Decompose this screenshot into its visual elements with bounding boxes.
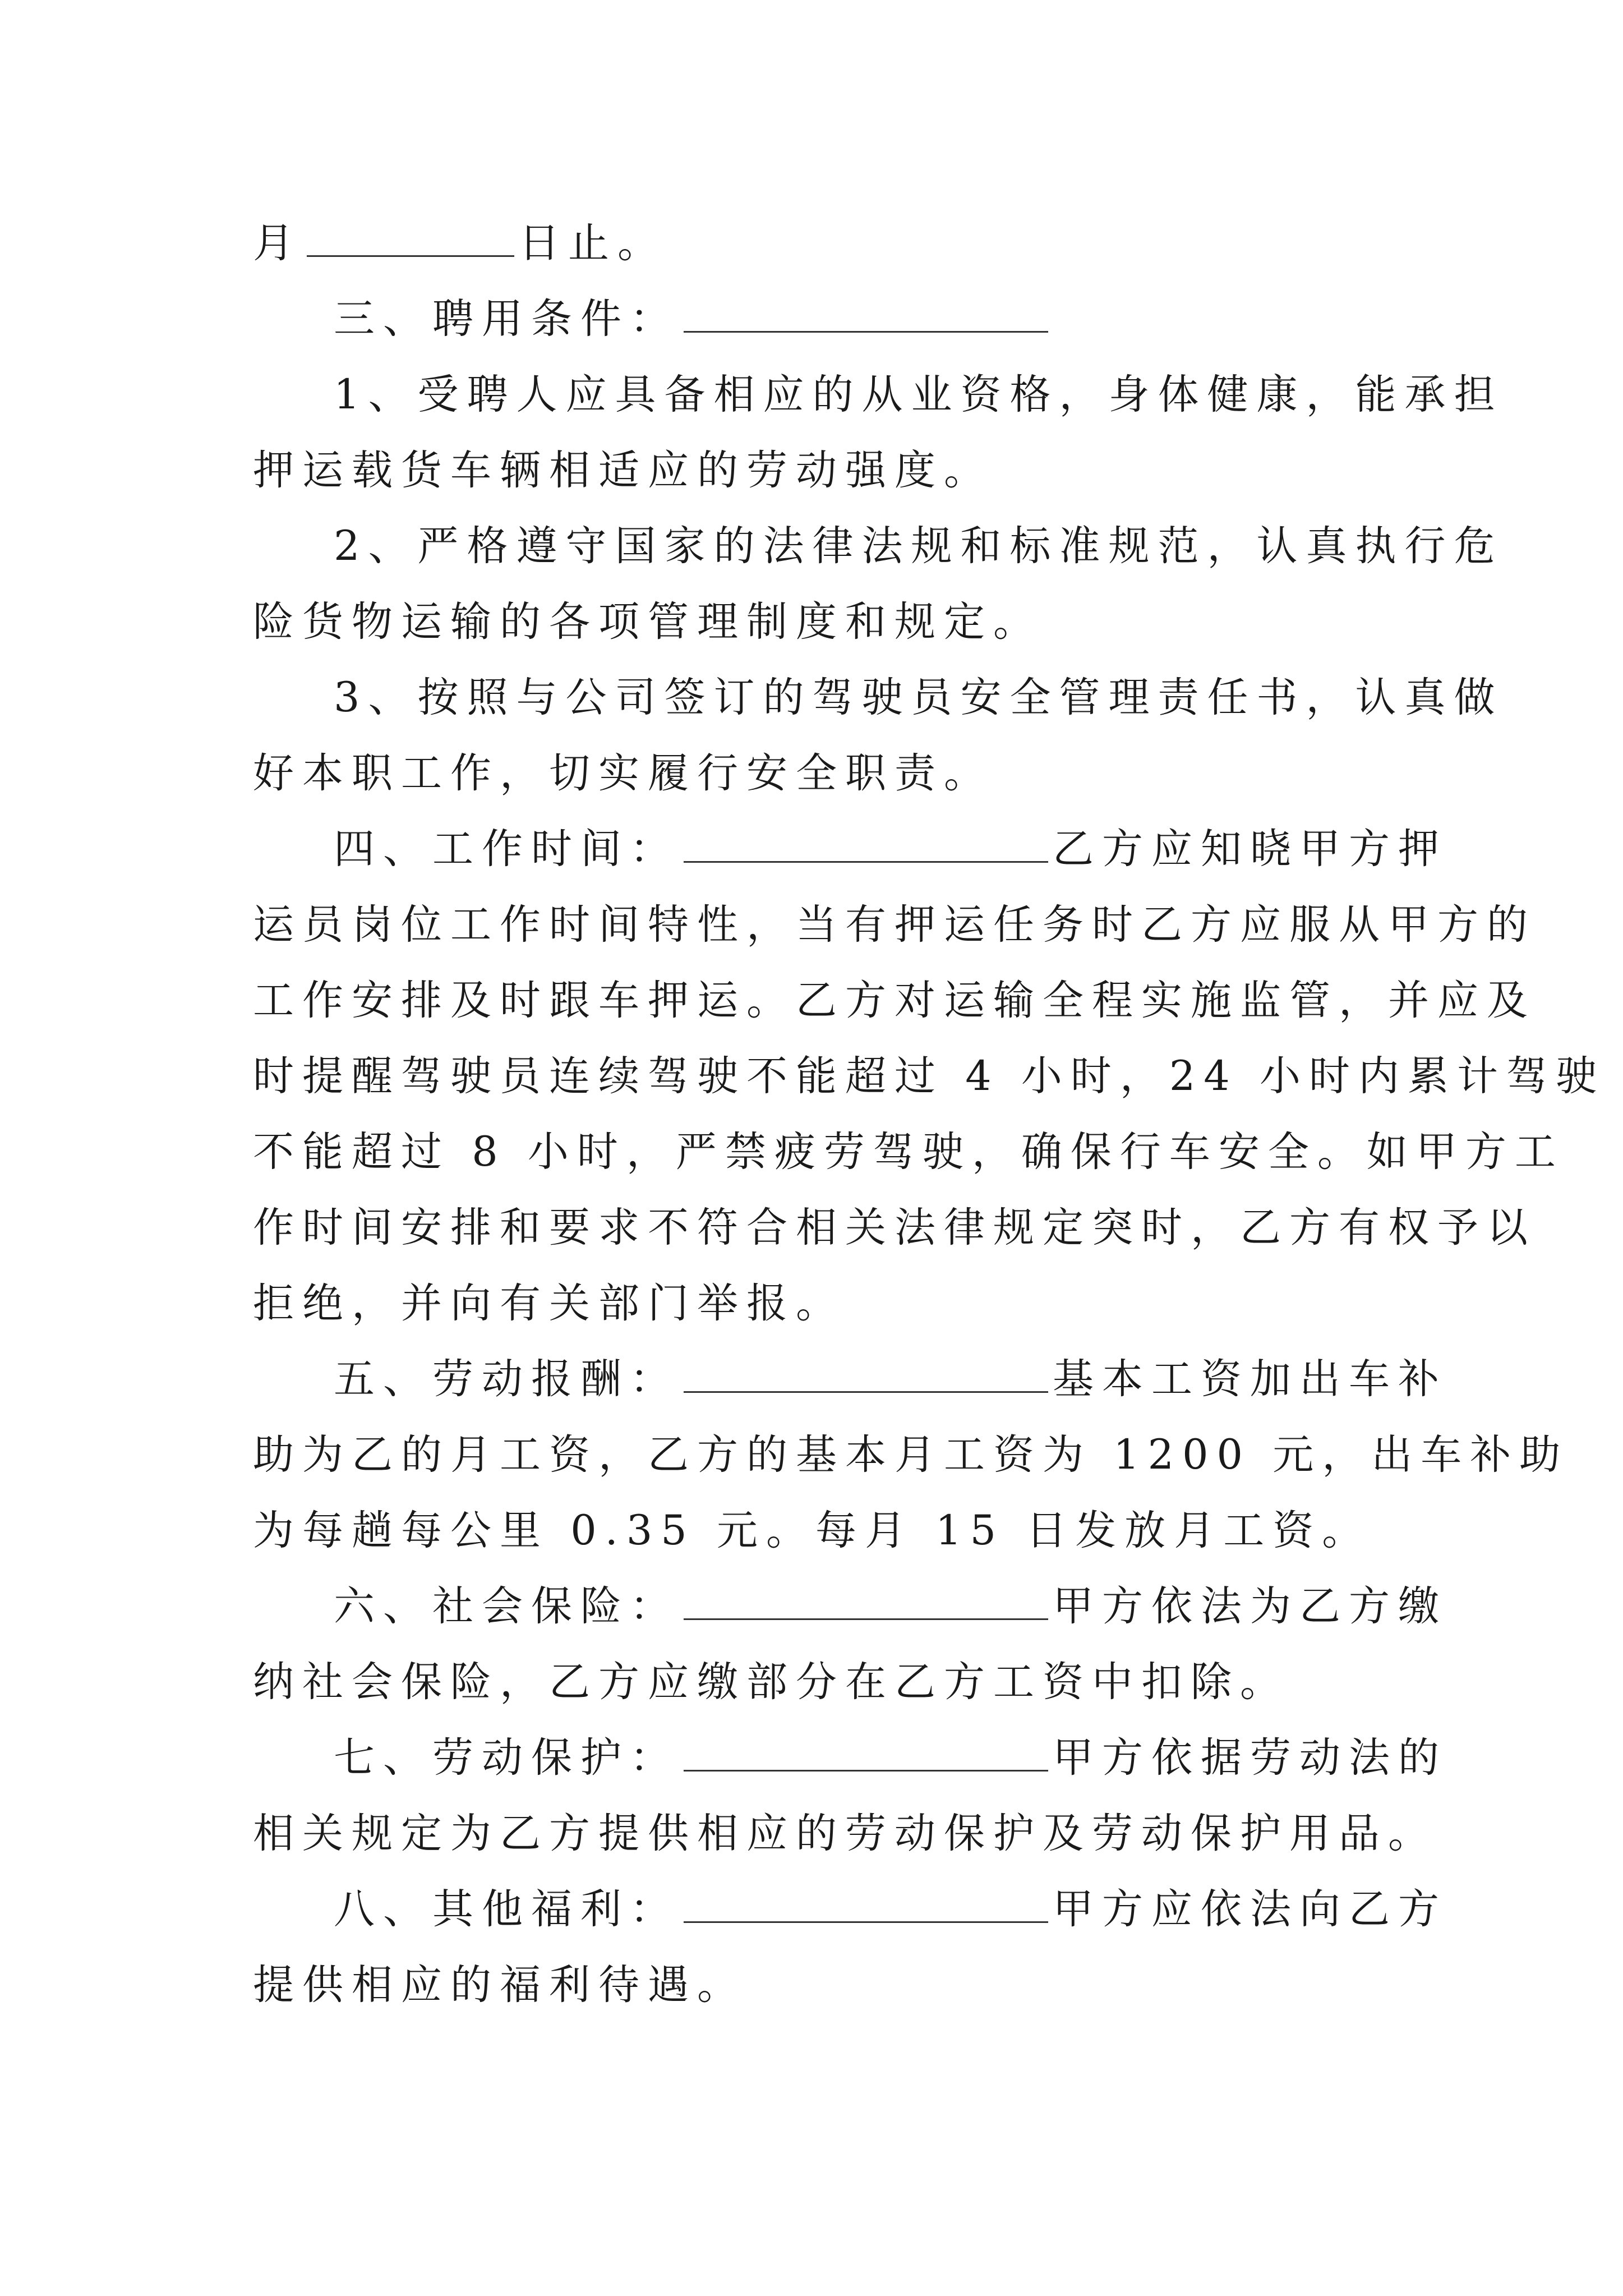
heading-label: 六、社会保险： — [334, 1582, 679, 1630]
heading-continuation: 甲方依法为乙方缴 — [1053, 1582, 1447, 1630]
paragraph-line: 助为乙的月工资，乙方的基本月工资为 1200 元，出车补助 — [253, 1431, 1569, 1479]
text-day-end: 日止。 — [519, 219, 667, 267]
heading-label: 八、其他福利： — [334, 1885, 679, 1933]
heading-continuation: 乙方应知晓甲方押 — [1053, 825, 1447, 873]
heading-label: 四、工作时间： — [334, 825, 679, 873]
heading-label: 五、劳动报酬： — [334, 1355, 679, 1403]
blank-field-conditions[interactable] — [684, 292, 1048, 333]
heading-6-social-insurance — [334, 1568, 1478, 1645]
heading-continuation: 甲方依据劳动法的 — [1053, 1734, 1447, 1782]
paragraph-line: 3、按照与公司签订的驾驶员安全管理责任书，认真做 — [334, 674, 1504, 721]
heading-label: 三、聘用条件： — [334, 295, 679, 343]
paragraph-line: 相关规定为乙方提供相应的劳动保护及劳动保护用品。 — [253, 1810, 1437, 1857]
paragraph-line: 好本职工作，切实履行安全职责。 — [253, 749, 993, 797]
paragraph-line: 工作安排及时跟车押运。乙方对运输全程实施监管，并应及 — [253, 977, 1536, 1024]
paragraph-line: 为每趟每公里 0.35 元。每月 15 日发放月工资。 — [253, 1507, 1372, 1554]
blank-field-day[interactable] — [307, 216, 514, 257]
heading-4-working-hours — [334, 811, 1478, 887]
paragraph-line: 时提醒驾驶员连续驾驶不能超过 4 小时，24 小时内累计驾驶 — [253, 1052, 1605, 1100]
paragraph-line: 作时间安排和要求不符合相关法律规定突时，乙方有权予以 — [253, 1204, 1536, 1251]
heading-8-other-benefits — [334, 1871, 1478, 1948]
blank-field-other-benefits[interactable] — [684, 1882, 1048, 1923]
paragraph-line: 提供相应的福利待遇。 — [253, 1961, 746, 2009]
heading-5-remuneration — [334, 1341, 1478, 1418]
heading-7-labor-protection — [334, 1720, 1478, 1796]
heading-continuation: 甲方应依法向乙方 — [1053, 1885, 1447, 1933]
blank-field-remuneration[interactable] — [684, 1352, 1048, 1393]
paragraph-line: 1、受聘人应具备相应的从业资格，身体健康，能承担 — [334, 371, 1504, 418]
heading-3-employment-conditions — [334, 281, 1478, 357]
paragraph-line: 押运载货车辆相适应的劳动强度。 — [253, 447, 993, 494]
paragraph-line: 不能超过 8 小时，严禁疲劳驾驶，确保行车安全。如甲方工 — [253, 1128, 1564, 1176]
line-end-date — [253, 205, 1397, 282]
paragraph-line: 拒绝，并向有关部门举报。 — [253, 1280, 845, 1327]
blank-field-labor-protection[interactable] — [684, 1731, 1048, 1772]
paragraph-line: 纳社会保险，乙方应缴部分在乙方工资中扣除。 — [253, 1658, 1289, 1706]
paragraph-line: 运员岗位工作时间特性，当有押运任务时乙方应服从甲方的 — [253, 901, 1536, 949]
blank-field-working-hours[interactable] — [684, 822, 1048, 863]
heading-continuation: 基本工资加出车补 — [1053, 1355, 1447, 1403]
blank-field-social-insurance[interactable] — [684, 1579, 1048, 1620]
paragraph-line: 2、严格遵守国家的法律法规和标准规范，认真执行危 — [334, 522, 1504, 570]
paragraph-line: 险货物运输的各项管理制度和规定。 — [253, 598, 1043, 646]
text-month: 月 — [253, 219, 302, 267]
heading-label: 七、劳动保护： — [334, 1734, 679, 1782]
